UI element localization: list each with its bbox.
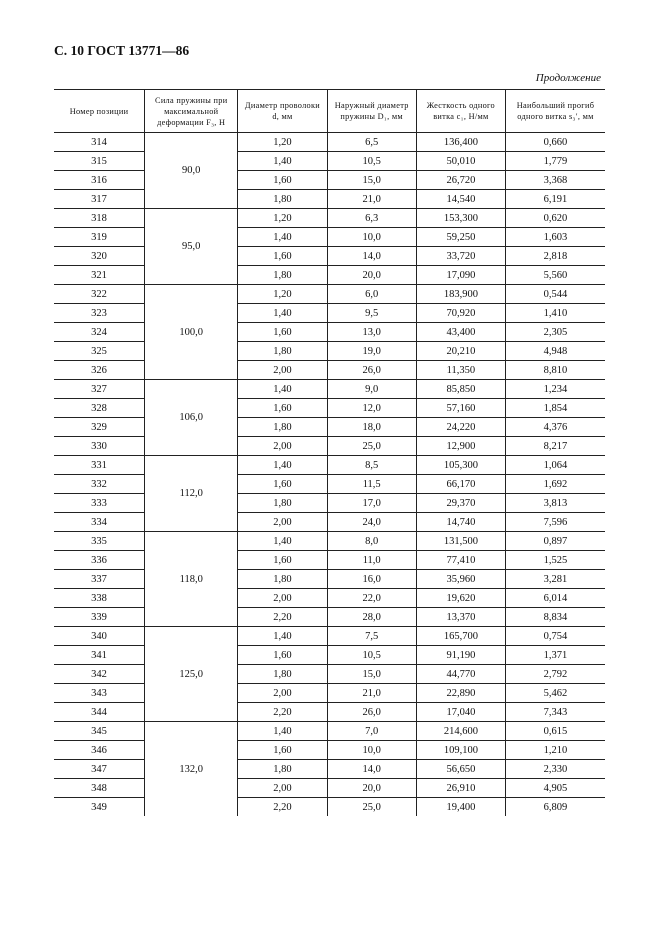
cell-max-deflection: 2,330 — [505, 760, 605, 779]
cell-outer-diameter: 25,0 — [327, 798, 416, 817]
cell-outer-diameter: 10,5 — [327, 646, 416, 665]
cell-position: 327 — [54, 380, 145, 399]
table-row — [54, 760, 605, 779]
table-row — [54, 437, 605, 456]
cell-outer-diameter: 10,0 — [327, 228, 416, 247]
cell-outer-diameter: 7,0 — [327, 722, 416, 741]
cell-max-deflection: 5,462 — [505, 684, 605, 703]
cell-max-deflection: 0,615 — [505, 722, 605, 741]
cell-max-deflection: 7,596 — [505, 513, 605, 532]
table-row — [54, 722, 605, 741]
table-row — [54, 247, 605, 266]
cell-outer-diameter: 18,0 — [327, 418, 416, 437]
cell-position: 331 — [54, 456, 145, 475]
cell-max-deflection: 8,217 — [505, 437, 605, 456]
cell-outer-diameter: 14,0 — [327, 760, 416, 779]
cell-wire-diameter: 1,20 — [238, 133, 327, 152]
table-row — [54, 380, 605, 399]
cell-stiffness: 14,540 — [416, 190, 505, 209]
cell-max-deflection: 7,343 — [505, 703, 605, 722]
cell-position: 339 — [54, 608, 145, 627]
cell-position: 345 — [54, 722, 145, 741]
table-row — [54, 779, 605, 798]
cell-position: 334 — [54, 513, 145, 532]
table-row — [54, 494, 605, 513]
cell-wire-diameter: 2,00 — [238, 779, 327, 798]
cell-outer-diameter: 20,0 — [327, 779, 416, 798]
table-row — [54, 304, 605, 323]
cell-wire-diameter: 1,60 — [238, 646, 327, 665]
cell-wire-diameter: 2,00 — [238, 513, 327, 532]
col-header-force: Сила пружины при максимальной деформации F₃, Н — [145, 90, 238, 133]
col-header-stiffness: Жесткость одного витка c₁, Н/мм — [416, 90, 505, 133]
cell-max-deflection: 1,854 — [505, 399, 605, 418]
table-row — [54, 513, 605, 532]
cell-outer-diameter: 21,0 — [327, 190, 416, 209]
cell-max-deflection: 2,818 — [505, 247, 605, 266]
table-row — [54, 418, 605, 437]
cell-max-deflection: 1,410 — [505, 304, 605, 323]
cell-max-deflection: 4,376 — [505, 418, 605, 437]
cell-outer-diameter: 10,5 — [327, 152, 416, 171]
table-row — [54, 285, 605, 304]
cell-outer-diameter: 21,0 — [327, 684, 416, 703]
col-header-wire-diameter: Диаметр проволоки d, мм — [238, 90, 327, 133]
cell-outer-diameter: 22,0 — [327, 589, 416, 608]
cell-wire-diameter: 2,20 — [238, 798, 327, 817]
cell-outer-diameter: 24,0 — [327, 513, 416, 532]
cell-wire-diameter: 1,60 — [238, 399, 327, 418]
cell-position: 332 — [54, 475, 145, 494]
cell-position: 321 — [54, 266, 145, 285]
cell-outer-diameter: 16,0 — [327, 570, 416, 589]
cell-stiffness: 136,400 — [416, 133, 505, 152]
cell-force: 118,0 — [145, 532, 238, 627]
cell-stiffness: 24,220 — [416, 418, 505, 437]
cell-position: 314 — [54, 133, 145, 152]
cell-max-deflection: 1,692 — [505, 475, 605, 494]
cell-outer-diameter: 9,0 — [327, 380, 416, 399]
cell-max-deflection: 3,368 — [505, 171, 605, 190]
cell-outer-diameter: 28,0 — [327, 608, 416, 627]
cell-max-deflection: 4,905 — [505, 779, 605, 798]
table-row — [54, 627, 605, 646]
cell-wire-diameter: 1,40 — [238, 627, 327, 646]
cell-force: 100,0 — [145, 285, 238, 380]
table-row — [54, 741, 605, 760]
cell-outer-diameter: 14,0 — [327, 247, 416, 266]
cell-max-deflection: 8,810 — [505, 361, 605, 380]
cell-stiffness: 13,370 — [416, 608, 505, 627]
cell-position: 344 — [54, 703, 145, 722]
cell-max-deflection: 5,560 — [505, 266, 605, 285]
cell-position: 322 — [54, 285, 145, 304]
cell-max-deflection: 2,305 — [505, 323, 605, 342]
cell-stiffness: 17,040 — [416, 703, 505, 722]
table-row — [54, 703, 605, 722]
cell-outer-diameter: 15,0 — [327, 171, 416, 190]
cell-max-deflection: 0,660 — [505, 133, 605, 152]
cell-max-deflection: 0,897 — [505, 532, 605, 551]
cell-outer-diameter: 13,0 — [327, 323, 416, 342]
page-header: С. 10 ГОСТ 13771—86 — [54, 43, 190, 58]
cell-max-deflection: 1,779 — [505, 152, 605, 171]
cell-stiffness: 91,190 — [416, 646, 505, 665]
cell-wire-diameter: 1,80 — [238, 190, 327, 209]
cell-max-deflection: 1,371 — [505, 646, 605, 665]
table-row — [54, 323, 605, 342]
cell-max-deflection: 6,191 — [505, 190, 605, 209]
cell-position: 335 — [54, 532, 145, 551]
cell-max-deflection: 1,603 — [505, 228, 605, 247]
cell-stiffness: 43,400 — [416, 323, 505, 342]
cell-position: 330 — [54, 437, 145, 456]
table-header-row — [54, 90, 605, 133]
cell-stiffness: 20,210 — [416, 342, 505, 361]
cell-position: 318 — [54, 209, 145, 228]
cell-stiffness: 131,500 — [416, 532, 505, 551]
cell-stiffness: 26,910 — [416, 779, 505, 798]
cell-wire-diameter: 1,60 — [238, 551, 327, 570]
table-row — [54, 532, 605, 551]
cell-outer-diameter: 15,0 — [327, 665, 416, 684]
cell-wire-diameter: 1,60 — [238, 323, 327, 342]
cell-position: 336 — [54, 551, 145, 570]
cell-stiffness: 22,890 — [416, 684, 505, 703]
cell-max-deflection: 3,813 — [505, 494, 605, 513]
col-header-max-deflection: Наибольший прогиб одного витка s₃′, мм — [505, 90, 605, 133]
cell-max-deflection: 0,544 — [505, 285, 605, 304]
cell-position: 326 — [54, 361, 145, 380]
cell-force: 125,0 — [145, 627, 238, 722]
table-row — [54, 684, 605, 703]
cell-stiffness: 12,900 — [416, 437, 505, 456]
cell-stiffness: 50,010 — [416, 152, 505, 171]
cell-force: 95,0 — [145, 209, 238, 285]
cell-position: 328 — [54, 399, 145, 418]
cell-stiffness: 214,600 — [416, 722, 505, 741]
cell-position: 341 — [54, 646, 145, 665]
cell-wire-diameter: 1,20 — [238, 285, 327, 304]
cell-outer-diameter: 7,5 — [327, 627, 416, 646]
cell-wire-diameter: 1,80 — [238, 665, 327, 684]
table-row — [54, 608, 605, 627]
cell-max-deflection: 0,754 — [505, 627, 605, 646]
cell-wire-diameter: 1,20 — [238, 209, 327, 228]
table-row — [54, 266, 605, 285]
cell-stiffness: 77,410 — [416, 551, 505, 570]
cell-position: 349 — [54, 798, 145, 817]
cell-wire-diameter: 1,80 — [238, 418, 327, 437]
cell-wire-diameter: 1,80 — [238, 494, 327, 513]
cell-outer-diameter: 9,5 — [327, 304, 416, 323]
table-row — [54, 190, 605, 209]
table-body — [54, 133, 605, 817]
table-row — [54, 171, 605, 190]
cell-wire-diameter: 1,40 — [238, 380, 327, 399]
cell-position: 325 — [54, 342, 145, 361]
cell-stiffness: 14,740 — [416, 513, 505, 532]
cell-stiffness: 165,700 — [416, 627, 505, 646]
cell-outer-diameter: 19,0 — [327, 342, 416, 361]
table-row — [54, 665, 605, 684]
cell-force: 112,0 — [145, 456, 238, 532]
table-row — [54, 399, 605, 418]
cell-stiffness: 17,090 — [416, 266, 505, 285]
cell-outer-diameter: 26,0 — [327, 703, 416, 722]
cell-force: 132,0 — [145, 722, 238, 817]
cell-wire-diameter: 2,00 — [238, 589, 327, 608]
cell-outer-diameter: 8,0 — [327, 532, 416, 551]
cell-outer-diameter: 11,0 — [327, 551, 416, 570]
cell-stiffness: 85,850 — [416, 380, 505, 399]
cell-stiffness: 183,900 — [416, 285, 505, 304]
table-row — [54, 456, 605, 475]
cell-force: 90,0 — [145, 133, 238, 209]
table-row — [54, 475, 605, 494]
cell-stiffness: 33,720 — [416, 247, 505, 266]
cell-force: 106,0 — [145, 380, 238, 456]
table-row — [54, 798, 605, 817]
cell-stiffness: 56,650 — [416, 760, 505, 779]
cell-position: 343 — [54, 684, 145, 703]
cell-max-deflection: 6,014 — [505, 589, 605, 608]
cell-stiffness: 66,170 — [416, 475, 505, 494]
col-header-outer-diameter: Наружный диаметр пружины D₁, мм — [327, 90, 416, 133]
cell-position: 316 — [54, 171, 145, 190]
cell-stiffness: 57,160 — [416, 399, 505, 418]
cell-wire-diameter: 2,00 — [238, 361, 327, 380]
continuation-label: Продолжение — [535, 72, 601, 84]
cell-max-deflection: 1,064 — [505, 456, 605, 475]
cell-position: 340 — [54, 627, 145, 646]
cell-wire-diameter: 1,80 — [238, 760, 327, 779]
cell-position: 317 — [54, 190, 145, 209]
cell-position: 323 — [54, 304, 145, 323]
cell-outer-diameter: 20,0 — [327, 266, 416, 285]
table-row — [54, 551, 605, 570]
cell-position: 337 — [54, 570, 145, 589]
table-row — [54, 342, 605, 361]
cell-position: 338 — [54, 589, 145, 608]
table-row — [54, 646, 605, 665]
cell-outer-diameter: 25,0 — [327, 437, 416, 456]
cell-wire-diameter: 2,20 — [238, 703, 327, 722]
cell-outer-diameter: 17,0 — [327, 494, 416, 513]
cell-stiffness: 35,960 — [416, 570, 505, 589]
cell-position: 346 — [54, 741, 145, 760]
cell-wire-diameter: 1,80 — [238, 342, 327, 361]
cell-wire-diameter: 1,60 — [238, 741, 327, 760]
cell-stiffness: 19,400 — [416, 798, 505, 817]
table-row — [54, 228, 605, 247]
table-row — [54, 589, 605, 608]
cell-wire-diameter: 2,00 — [238, 437, 327, 456]
cell-max-deflection: 1,234 — [505, 380, 605, 399]
cell-outer-diameter: 10,0 — [327, 741, 416, 760]
cell-max-deflection: 8,834 — [505, 608, 605, 627]
cell-max-deflection: 6,809 — [505, 798, 605, 817]
cell-max-deflection: 1,210 — [505, 741, 605, 760]
table-row — [54, 209, 605, 228]
table-row — [54, 152, 605, 171]
cell-stiffness: 19,620 — [416, 589, 505, 608]
cell-position: 315 — [54, 152, 145, 171]
cell-outer-diameter: 12,0 — [327, 399, 416, 418]
cell-stiffness: 44,770 — [416, 665, 505, 684]
cell-max-deflection: 4,948 — [505, 342, 605, 361]
cell-outer-diameter: 6,5 — [327, 133, 416, 152]
cell-wire-diameter: 1,40 — [238, 456, 327, 475]
cell-wire-diameter: 1,60 — [238, 247, 327, 266]
cell-stiffness: 153,300 — [416, 209, 505, 228]
spring-spec-table — [54, 89, 605, 816]
cell-outer-diameter: 6,3 — [327, 209, 416, 228]
cell-wire-diameter: 1,80 — [238, 570, 327, 589]
cell-outer-diameter: 8,5 — [327, 456, 416, 475]
cell-position: 333 — [54, 494, 145, 513]
cell-wire-diameter: 1,40 — [238, 152, 327, 171]
table-row — [54, 133, 605, 152]
cell-position: 329 — [54, 418, 145, 437]
cell-wire-diameter: 1,80 — [238, 266, 327, 285]
cell-wire-diameter: 1,40 — [238, 304, 327, 323]
cell-wire-diameter: 2,00 — [238, 684, 327, 703]
cell-wire-diameter: 2,20 — [238, 608, 327, 627]
cell-stiffness: 70,920 — [416, 304, 505, 323]
cell-stiffness: 105,300 — [416, 456, 505, 475]
cell-outer-diameter: 26,0 — [327, 361, 416, 380]
cell-position: 320 — [54, 247, 145, 266]
cell-wire-diameter: 1,60 — [238, 171, 327, 190]
cell-wire-diameter: 1,40 — [238, 722, 327, 741]
cell-outer-diameter: 6,0 — [327, 285, 416, 304]
cell-wire-diameter: 1,40 — [238, 228, 327, 247]
cell-stiffness: 11,350 — [416, 361, 505, 380]
cell-position: 319 — [54, 228, 145, 247]
cell-wire-diameter: 1,60 — [238, 475, 327, 494]
cell-wire-diameter: 1,40 — [238, 532, 327, 551]
cell-stiffness: 26,720 — [416, 171, 505, 190]
cell-max-deflection: 2,792 — [505, 665, 605, 684]
cell-position: 342 — [54, 665, 145, 684]
cell-position: 348 — [54, 779, 145, 798]
table-row — [54, 570, 605, 589]
cell-position: 324 — [54, 323, 145, 342]
cell-stiffness: 109,100 — [416, 741, 505, 760]
col-header-position: Номер позиции — [54, 90, 145, 133]
cell-position: 347 — [54, 760, 145, 779]
cell-stiffness: 29,370 — [416, 494, 505, 513]
cell-max-deflection: 0,620 — [505, 209, 605, 228]
cell-stiffness: 59,250 — [416, 228, 505, 247]
cell-max-deflection: 1,525 — [505, 551, 605, 570]
cell-outer-diameter: 11,5 — [327, 475, 416, 494]
cell-max-deflection: 3,281 — [505, 570, 605, 589]
table-row — [54, 361, 605, 380]
